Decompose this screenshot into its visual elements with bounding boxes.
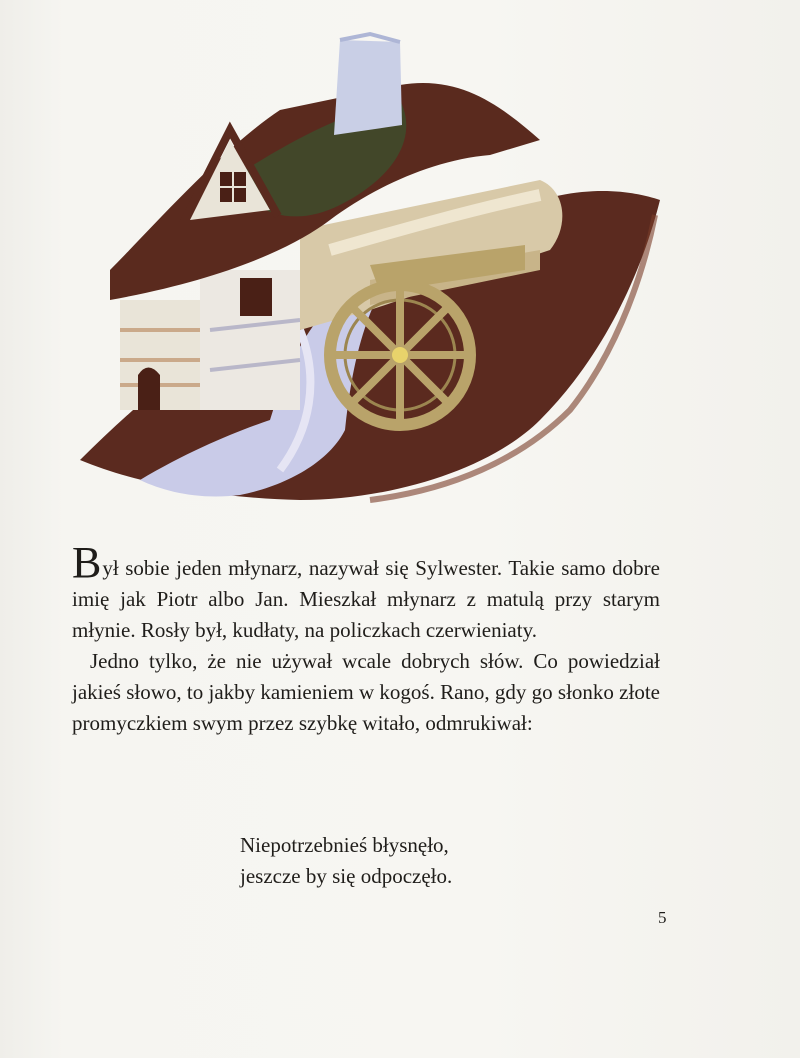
door <box>138 368 160 411</box>
verse <box>240 830 540 892</box>
drop-cap: B <box>72 538 102 587</box>
chimney <box>334 40 402 135</box>
mill-illustration <box>70 30 670 520</box>
window-lower <box>240 278 272 316</box>
verse-line-2: jeszcze by się odpoczęło. <box>240 864 453 888</box>
page-number: 5 <box>658 908 667 927</box>
mill-drawing <box>70 30 670 520</box>
paragraph-2: Jedno tylko, że nie używał wcale dobrych słów. Co powiedział jakieś słowo, to jakby kamieniem w kogoś. Rano, gdy go słonko złote promyczkiem swym przez szybkę witało, odmrukiwał: <box>72 649 660 735</box>
paragraph-1-text: ył sobie jeden młynarz, nazywał się Sylwester. Takie samo dobre imię jak Piotr albo Jan. Mieszkał młynarz z matulą przy starym młynie. Rosły był, kudłaty, na policzkach czerwieniaty. <box>72 556 660 642</box>
verse-line-1: Niepotrzebnieś błysnęło, <box>240 833 449 857</box>
water-wheel <box>330 285 470 425</box>
story-text <box>72 538 660 739</box>
paragraph-1 <box>72 538 660 646</box>
